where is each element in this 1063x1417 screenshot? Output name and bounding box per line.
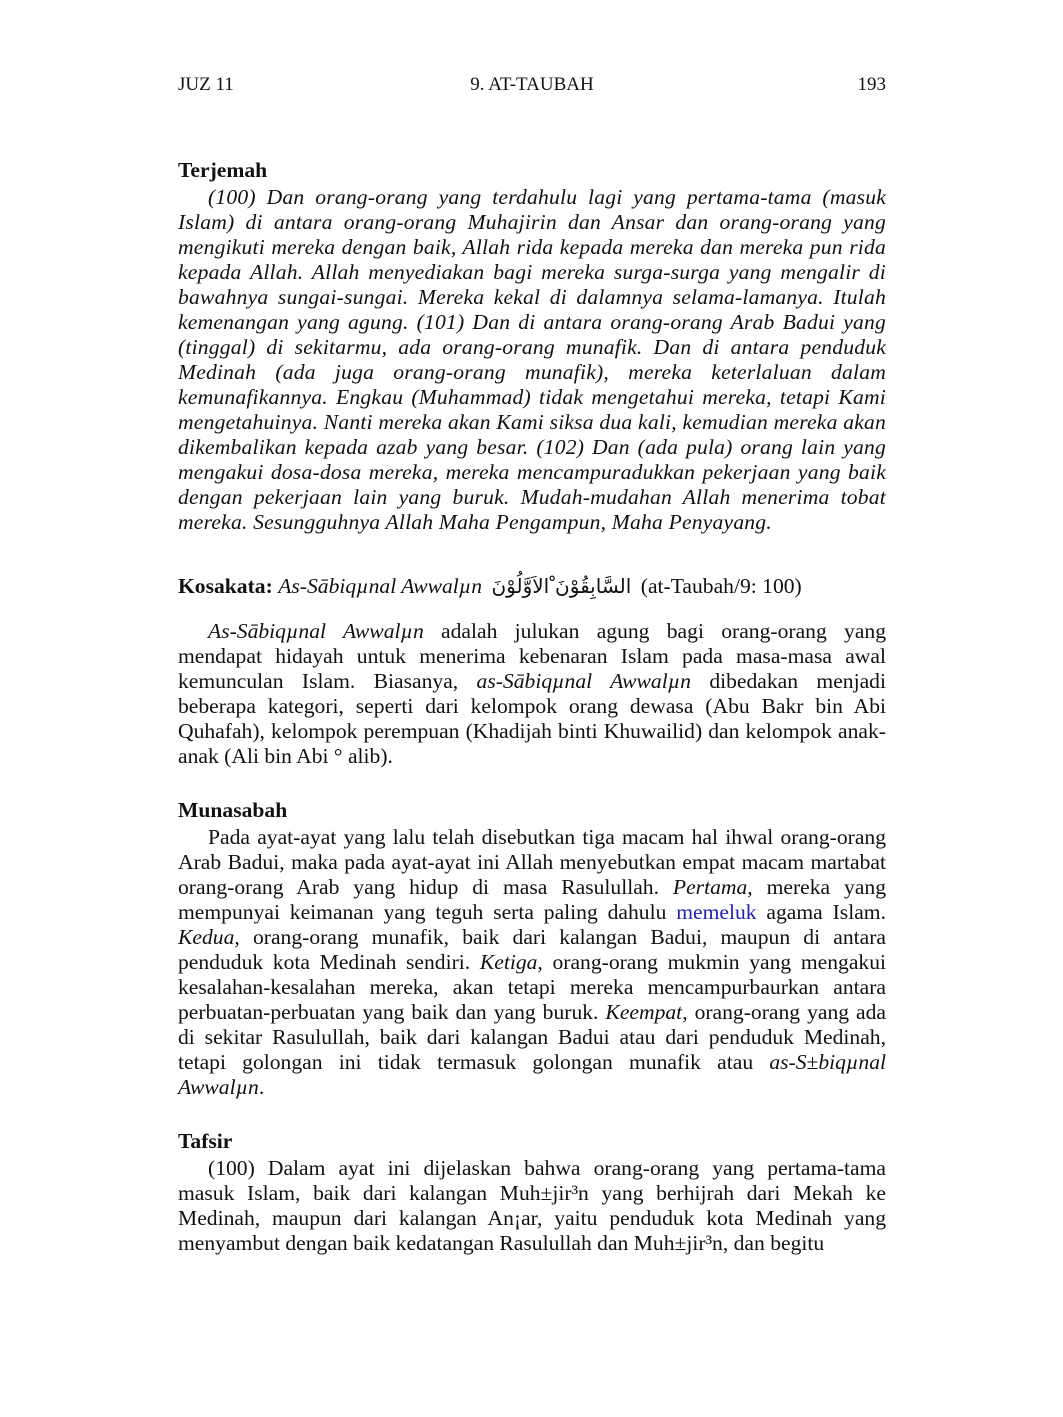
kosakata-paragraph — [178, 619, 886, 769]
munasabah-keempat: Keempat — [605, 1000, 683, 1024]
kosakata-reference: (at-Taubah/9: 100) — [640, 574, 802, 598]
kosakata-body-term-2: as-Sābiqµnal Awwalµn — [476, 669, 691, 693]
munasabah-heading: Munasabah — [178, 798, 288, 822]
kosakata-line — [178, 571, 886, 601]
munasabah-text-6: , orang-orang yang ada di sekitar Rasulullah, baik dari kalangan Badui atau dari penduduk Medinah, tetapi golongan ini tidak termasuk golongan munafik atau — [178, 1000, 886, 1074]
tafsir-heading: Tafsir — [178, 1129, 233, 1153]
munasabah-text-1: Pada ayat-ayat yang lalu telah disebutkan tiga macam hal ihwal orang-orang Arab Badui, maka pada ayat-ayat ini Allah menyebutkan empat macam martabat orang-orang Arab yang hidup di masa Rasulullah. — [178, 825, 886, 899]
juz-label: JUZ 11 — [178, 74, 234, 95]
munasabah-paragraph — [178, 825, 886, 1100]
munasabah-text-5: , orang-orang mukmin yang mengakui kesalahan-kesalahan mereka, akan tetapi mereka mencampurbaurkan antara perbuatan-perbuatan yang baik dan yang buruk. — [178, 950, 886, 1024]
page-header — [178, 74, 886, 104]
munasabah-text-3: agama Islam. — [766, 900, 886, 924]
kosakata-label: Kosakata: — [178, 574, 273, 598]
munasabah-term: as-S±biqµnal Awwalµn — [178, 1050, 886, 1099]
terjemah-text: (100) Dan orang-orang yang terdahulu lagi yang pertama-tama (masuk Islam) di antara orang-orang Muhajirin dan Ansar dan orang-orang yang mengikuti mereka dengan baik, Allah rida kepada mereka dan mereka pun rida kepada Allah. Allah menyediakan bagi mereka surga-surga yang mengalir di bawahnya sungai-sungai. Mereka kekal di dalamnya selama-lamanya. Itulah kemenangan yang agung. (101) Dan di antara orang-orang Arab Badui yang (tinggal) di sekitarmu, ada orang-orang munafik. Dan di antara penduduk Medinah (ada juga orang-orang munafik), mereka keterlaluan dalam kemunafikannya. Engkau (Muhammad) tidak mengetahui mereka, tetapi Kami mengetahuinya. Nanti mereka akan Kami siksa dua kali, kemudian mereka akan dikembalikan kepada azab yang besar. (102) Dan (ada pula) orang lain yang mengakui dosa-dosa mereka, mereka mencampuradukkan pekerjaan yang baik dengan pekerjaan lain yang buruk. Mudah-mudahan Allah menerima tobat mereka. Sesungguhnya Allah Maha Pengampun, Maha Penyayang. — [178, 185, 886, 534]
page-body — [178, 155, 886, 1256]
munasabah-end: . — [258, 1075, 265, 1099]
munasabah-text-2: , mereka yang mempunyai keimanan yang teguh serta paling dahulu — [178, 875, 886, 924]
munasabah-kedua: Kedua — [178, 925, 235, 949]
kosakata-arabic: السَّابِقُوْنَ ْالاَوَّلُوْنَ — [491, 574, 632, 598]
kosakata-body-term: As-Sābiqµnal Awwalµn — [208, 619, 424, 643]
munasabah-pertama: Pertama — [672, 875, 748, 899]
kosakata-body-1: adalah julukan agung bagi orang-orang yang mendapat hidayah untuk menerima kebenaran Islam pada masa-masa awal kemunculan Islam. Biasanya, — [178, 619, 886, 693]
munasabah-text-4: , orang-orang munafik, baik dari kalangan Badui, maupun di antara penduduk kota Medinah sendiri. — [178, 925, 886, 974]
memeluk-link[interactable]: memeluk — [676, 900, 757, 924]
tafsir-text: (100) Dalam ayat ini dijelaskan bahwa orang-orang yang pertama-tama masuk Islam, baik dari kalangan Muh±jir³n yang berhijrah dari Mekah ke Medinah, maupun dari kalangan An¡ar, yaitu penduduk kota Medinah yang menyambut dengan baik kedatangan Rasulullah dan Muh±jir³n, dan begitu — [178, 1156, 886, 1255]
page-number: 193 — [857, 74, 886, 95]
kosakata-body-2: dibedakan menjadi beberapa kategori, seperti dari kelompok orang dewasa (Abu Bakr bin Abi Quhafah), kelompok perempuan (Khadijah binti Khuwailid) dan kelompok anak-anak (Ali bin Abi ° alib). — [178, 669, 886, 768]
munasabah-ketiga: Ketiga — [479, 950, 538, 974]
surah-title: 9. AT-TAUBAH — [470, 74, 594, 95]
terjemah-heading: Terjemah — [178, 158, 268, 182]
kosakata-term: As-Sābiqµnal Awwalµn — [278, 574, 483, 598]
